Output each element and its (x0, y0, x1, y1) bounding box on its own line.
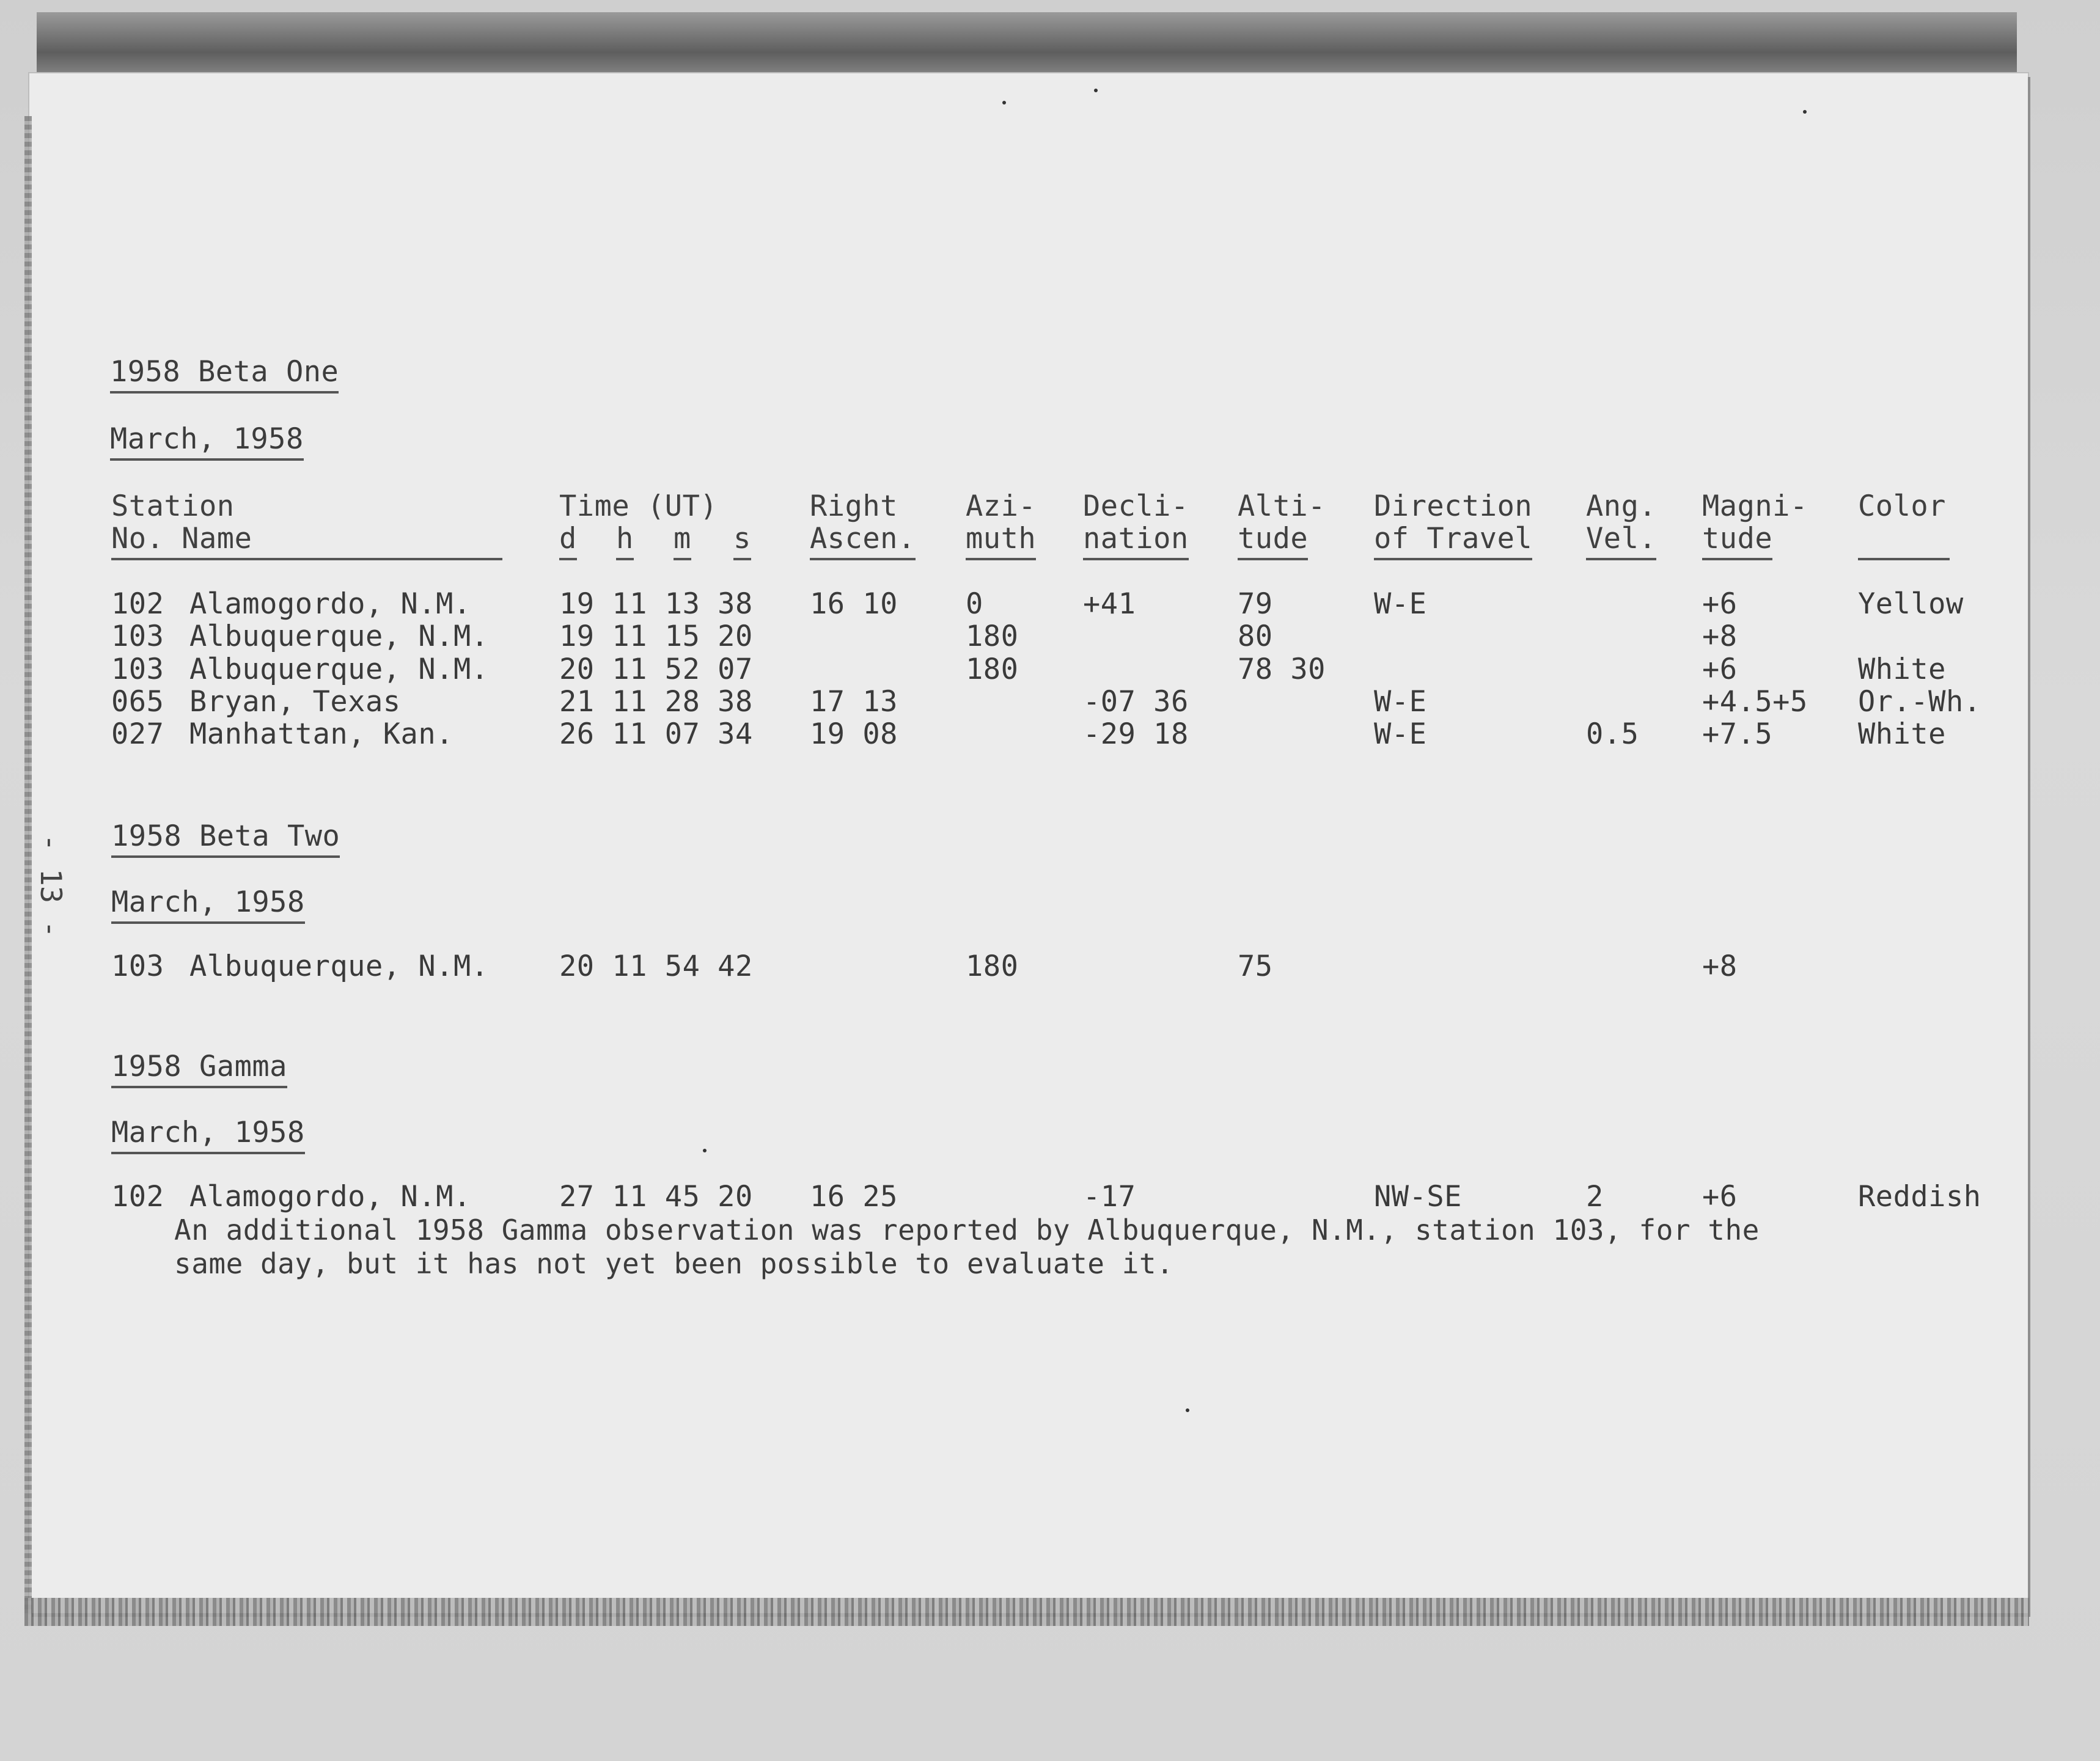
cell-time: 27 11 45 20 (559, 1180, 753, 1214)
header-time-d: d (559, 524, 577, 560)
cell-time: 21 11 28 38 (559, 685, 753, 719)
cell-right-ascension: 16 10 (810, 587, 898, 621)
cell-altitude: 78 30 (1238, 653, 1326, 686)
cell-station-no: 102 (111, 587, 164, 621)
section-date-gamma: March, 1958 (111, 1118, 305, 1154)
cell-station-no: 102 (111, 1180, 164, 1214)
cell-color: Or.-Wh. (1858, 685, 1981, 719)
cell-magnitude: +8 (1702, 620, 1738, 653)
header-time: Time (UT) (559, 489, 718, 523)
header-azimuth: Azi- (966, 489, 1037, 523)
cell-magnitude: +6 (1702, 1180, 1738, 1214)
cell-time: 20 11 52 07 (559, 653, 753, 686)
cell-station-name: Alamogordo, N.M. (189, 1180, 471, 1214)
header-color-underline (1858, 524, 1950, 560)
cell-color: Reddish (1858, 1180, 1981, 1214)
cell-azimuth: 180 (966, 620, 1019, 653)
header-altitude: Alti- (1238, 489, 1326, 523)
cell-color: White (1858, 717, 1946, 751)
cell-station-name: Manhattan, Kan. (189, 717, 453, 751)
cell-magnitude: +6 (1702, 653, 1738, 686)
cell-direction: W-E (1374, 685, 1427, 719)
cell-direction: NW-SE (1374, 1180, 1462, 1214)
section-date-beta-two: March, 1958 (111, 888, 305, 924)
cell-angular-velocity: 0.5 (1586, 717, 1639, 751)
cell-altitude: 75 (1238, 950, 1273, 983)
header-angular-velocity: Ang. (1586, 489, 1657, 523)
cell-magnitude: +6 (1702, 587, 1738, 621)
cell-station-name: Albuquerque, N.M. (189, 950, 489, 983)
cell-time: 26 11 07 34 (559, 717, 753, 751)
cell-station-no: 065 (111, 685, 164, 719)
cell-angular-velocity: 2 (1586, 1180, 1604, 1214)
header-direction: Direction (1374, 489, 1533, 523)
cell-magnitude: +7.5 (1702, 717, 1773, 751)
section-date-beta-one: March, 1958 (110, 425, 304, 461)
page-number: - 13 - (34, 834, 67, 938)
header-station-sub: No. Name (111, 524, 502, 560)
section-title-beta-two: 1958 Beta Two (111, 822, 340, 858)
speck (1186, 1408, 1189, 1412)
header-time-h: h (616, 524, 634, 560)
header-color: Color (1858, 489, 1946, 523)
scan-dark-band (37, 12, 2017, 79)
cell-color: Yellow (1858, 587, 1964, 621)
note-line-2: same day, but it has not yet been possible to evaluate it. (174, 1247, 1174, 1280)
header-time-m: m (674, 524, 691, 560)
cell-station-name: Albuquerque, N.M. (189, 653, 489, 686)
cell-station-name: Albuquerque, N.M. (189, 620, 489, 653)
cell-magnitude: +8 (1702, 950, 1738, 983)
sheet-left-edge (24, 116, 32, 1613)
header-direction-sub: of Travel (1374, 524, 1532, 560)
cell-azimuth: 0 (966, 587, 983, 621)
cell-altitude: 80 (1238, 620, 1273, 653)
cell-station-no: 103 (111, 950, 164, 983)
header-altitude-sub: tude (1238, 524, 1308, 560)
cell-altitude: 79 (1238, 587, 1273, 621)
cell-time: 19 11 15 20 (559, 620, 753, 653)
note-line-1: An additional 1958 Gamma observation was reported by Albuquerque, N.M., station 103, for the (174, 1214, 1760, 1247)
speck (1002, 101, 1006, 104)
header-magnitude: Magni- (1702, 489, 1808, 523)
header-declination-sub: nation (1083, 524, 1189, 560)
cell-station-no: 103 (111, 620, 164, 653)
header-angular-velocity-sub: Vel. (1586, 524, 1656, 560)
section-title-beta-one: 1958 Beta One (110, 357, 339, 394)
header-right-ascension-sub: Ascen. (810, 524, 916, 560)
section-title-gamma: 1958 Gamma (111, 1052, 287, 1088)
speck (703, 1149, 707, 1152)
cell-declination: -29 18 (1083, 717, 1189, 751)
header-azimuth-sub: muth (966, 524, 1036, 560)
header-magnitude-sub: tude (1702, 524, 1772, 560)
cell-declination: -17 (1083, 1180, 1136, 1214)
header-station: Station (111, 489, 235, 523)
cell-station-no: 103 (111, 653, 164, 686)
sheet-bottom-edge (24, 1598, 2029, 1626)
cell-color: White (1858, 653, 1946, 686)
speck (1094, 89, 1098, 92)
cell-right-ascension: 19 08 (810, 717, 898, 751)
cell-azimuth: 180 (966, 950, 1019, 983)
cell-magnitude: +4.5+5 (1702, 685, 1808, 719)
cell-right-ascension: 17 13 (810, 685, 898, 719)
cell-station-name: Alamogordo, N.M. (189, 587, 471, 621)
cell-station-no: 027 (111, 717, 164, 751)
cell-time: 19 11 13 38 (559, 587, 753, 621)
header-declination: Decli- (1083, 489, 1189, 523)
cell-station-name: Bryan, Texas (189, 685, 401, 719)
header-time-s: s (733, 524, 751, 560)
cell-right-ascension: 16 25 (810, 1180, 898, 1214)
cell-declination: +41 (1083, 587, 1136, 621)
cell-azimuth: 180 (966, 653, 1019, 686)
header-right-ascension: Right (810, 489, 898, 523)
cell-direction: W-E (1374, 587, 1427, 621)
cell-direction: W-E (1374, 717, 1427, 751)
cell-time: 20 11 54 42 (559, 950, 753, 983)
cell-declination: -07 36 (1083, 685, 1189, 719)
speck (1803, 110, 1807, 114)
